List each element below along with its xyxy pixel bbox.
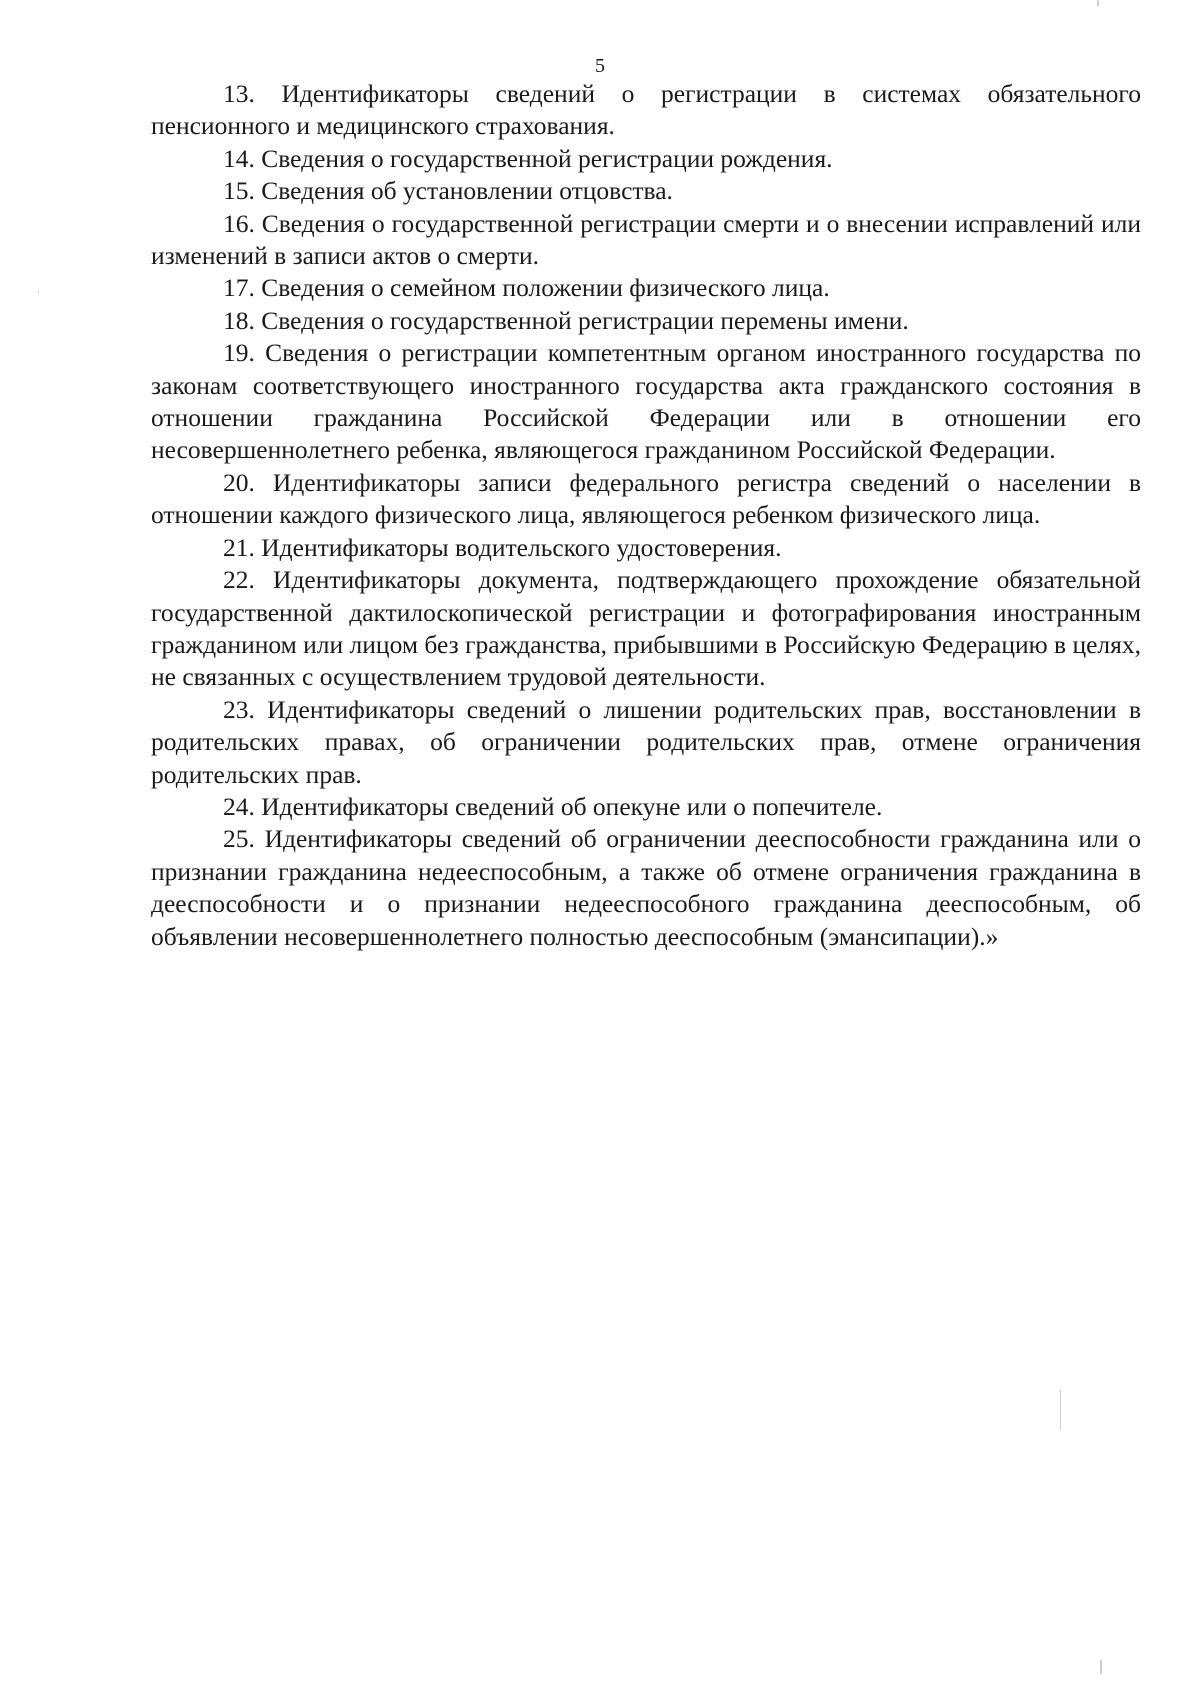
list-item bbox=[151, 208, 1141, 273]
list-item bbox=[151, 305, 1141, 337]
item-text: Сведения о государственной регистрации смерти и о внесении исправлений или изменений в записи актов о смерти. bbox=[151, 208, 1142, 271]
item-text: Идентификаторы документа, подтверждающего прохождение обязательной государственной дактилоскопической регистрации и фотографирования иностранным гражданином или лицом без гражданства, прибывшими в Российскую Федерацию в целях, не связанных с осуществлением трудовой деятельности. bbox=[151, 565, 1141, 692]
item-text: Сведения об установлении отцовства. bbox=[261, 176, 673, 206]
item-text: Идентификаторы записи федерального регистра сведений о населении в отношении каждого физического лица, являющегося ребенком физического лица. bbox=[151, 467, 1142, 530]
item-number: 14. bbox=[223, 143, 255, 173]
item-text: Сведения о семейном положении физического лица. bbox=[261, 273, 830, 303]
list-item bbox=[151, 78, 1141, 143]
list-item bbox=[151, 467, 1141, 532]
item-text: Сведения о государственной регистрации рождения. bbox=[261, 143, 833, 173]
scan-speck bbox=[38, 290, 39, 293]
item-number: 20. bbox=[223, 467, 255, 497]
item-number: 24. bbox=[223, 791, 255, 821]
list-item bbox=[151, 337, 1141, 467]
list-item bbox=[151, 564, 1141, 694]
list-item bbox=[151, 272, 1141, 304]
item-text: Идентификаторы сведений о регистрации в системах обязательного пенсионного и медицинского страхования. bbox=[151, 79, 1141, 141]
item-number: 18. bbox=[223, 305, 255, 335]
scan-speck bbox=[1097, 0, 1099, 6]
page-number: 5 bbox=[595, 55, 605, 77]
item-text: Сведения о государственной регистрации перемены имени. bbox=[261, 305, 909, 335]
item-number: 15. bbox=[223, 176, 255, 206]
item-number: 21. bbox=[223, 532, 255, 562]
list-item bbox=[151, 694, 1141, 791]
item-number: 25. bbox=[223, 824, 255, 854]
item-number: 13. bbox=[223, 79, 255, 108]
item-text: Идентификаторы сведений об ограничении дееспособности гражданина или о признании гражданина недееспособным, а также об отмене ограничения гражданина в дееспособности и о признании недееспособного гражданина дееспособным, об объявлении несовершеннолетнего полностью дееспособным (эмансипации).» bbox=[151, 824, 1141, 951]
item-number: 22. bbox=[223, 565, 255, 595]
item-number: 16. bbox=[223, 208, 255, 238]
list-item bbox=[151, 175, 1141, 207]
list-item bbox=[151, 143, 1141, 175]
item-text: Идентификаторы сведений о лишении родительских прав, восстановлении в родительских правах, об ограничении родительских прав, отмене ограничения родительских прав. bbox=[151, 694, 1142, 789]
item-number: 17. bbox=[223, 273, 255, 303]
item-number: 19. bbox=[223, 338, 255, 368]
item-text: Идентификаторы сведений об опекуне или о попечителе. bbox=[261, 791, 883, 821]
scan-speck bbox=[1100, 1660, 1102, 1674]
item-number: 23. bbox=[223, 694, 255, 724]
list-item bbox=[151, 823, 1141, 953]
item-text: Идентификаторы водительского удостоверения. bbox=[261, 532, 782, 562]
scan-speck bbox=[1060, 1390, 1061, 1430]
item-text: Сведения о регистрации компетентным органом иностранного государства по законам соответствующего иностранного государства акта гражданского состояния в отношении гражданина Российской Федерации или в отношении его несовершеннолетнего ребенка, являющегося гражданином Российской Федерации. bbox=[151, 338, 1141, 465]
list-item bbox=[151, 532, 1141, 564]
list-item bbox=[151, 791, 1141, 823]
document-body bbox=[151, 78, 1141, 953]
